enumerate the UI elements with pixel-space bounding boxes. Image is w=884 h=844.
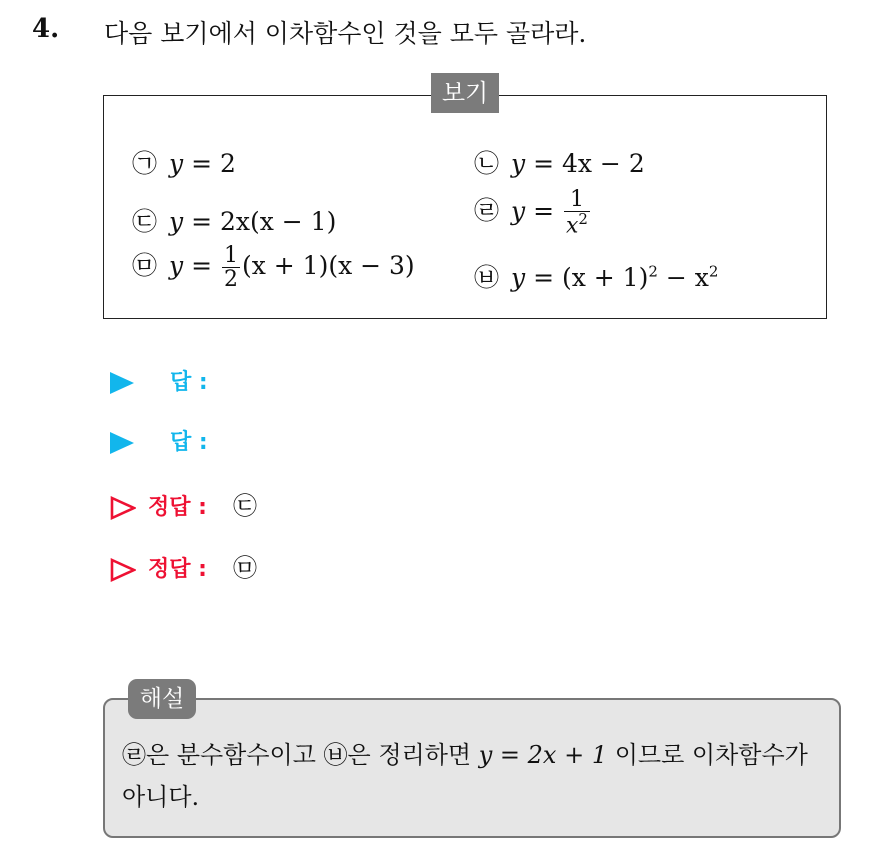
bogi-label: 보기 <box>431 73 499 113</box>
fraction-numerator: 1 <box>223 243 238 268</box>
bogi-item-3: ㉢ y = 2x(x − 1) <box>132 207 337 236</box>
exponent: 2 <box>708 262 719 281</box>
item-lhs: y <box>169 207 184 236</box>
fraction-denominator: 2 <box>223 267 238 293</box>
play-arrow-icon <box>110 372 134 394</box>
item-marker: ㉠ <box>132 149 158 178</box>
item-marker: ㉤ <box>132 251 158 281</box>
answer-blank-label: 답 : <box>170 370 208 395</box>
item-rest: (x + 1)(x − 3) <box>241 251 415 281</box>
item-lhs: y <box>511 263 526 292</box>
solution-line1-post: 이므로 이차함수가 <box>614 741 808 769</box>
answer-blank-row-1 <box>110 366 208 400</box>
outline-arrow-icon <box>110 496 136 520</box>
correct-answer-label: 정답 : <box>148 495 207 520</box>
play-arrow-icon <box>110 432 134 454</box>
correct-answer-value: ㉢ <box>232 492 257 520</box>
solution-equation: y = 2x + 1 <box>478 741 608 769</box>
question-number: 4. <box>32 14 60 44</box>
bogi-item-1: ㉠ y = 2 <box>132 149 236 178</box>
fraction <box>564 188 590 238</box>
item-rhs: 4x − 2 <box>561 149 645 178</box>
item-marker: ㉡ <box>474 149 500 178</box>
correct-answer-row-2 <box>110 551 257 585</box>
item-rhs: 2x(x − 1) <box>219 207 337 236</box>
item-term-a: (x + 1) <box>561 263 649 292</box>
exponent: 2 <box>578 210 588 229</box>
answer-blank-label: 답 : <box>170 430 208 455</box>
item-rhs: 2 <box>219 149 236 178</box>
exponent: 2 <box>648 262 658 281</box>
fraction-numerator: 1 <box>569 187 584 212</box>
item-lhs: y <box>169 251 184 281</box>
fraction-denominator: $x^2$ <box>565 210 588 239</box>
solution-line2: 아니다. <box>122 783 200 811</box>
solution-line1-pre: ㉣은 분수함수이고 ㉥은 정리하면 <box>122 741 472 769</box>
bogi-item-5: ㉤ y = $\frac{1}{2}$ (x + 1)(x − 3) <box>132 243 415 293</box>
outline-arrow-icon <box>110 558 136 582</box>
item-marker: ㉣ <box>474 196 500 226</box>
bogi-item-4: ㉣ y = $\frac{1}{x^2}$ <box>474 187 588 239</box>
item-lhs: y <box>511 196 526 226</box>
item-lhs: y <box>511 149 526 178</box>
bogi-item-2: ㉡ y = 4x − 2 <box>474 149 645 178</box>
item-lhs: y <box>169 149 184 178</box>
solution-label: 해설 <box>128 679 196 719</box>
correct-answer-value: ㉤ <box>232 554 257 582</box>
item-marker: ㉢ <box>132 207 158 236</box>
item-marker: ㉥ <box>474 263 500 292</box>
question-text: 다음 보기에서 이차함수인 것을 모두 골라라. <box>104 19 587 48</box>
solution-text <box>122 734 832 818</box>
answer-blank-row-2 <box>110 426 208 460</box>
correct-answer-row-1 <box>110 489 257 523</box>
bogi-item-6: ㉥ $y = (x + 1)^2 - x^2$ <box>474 262 719 292</box>
correct-answer-label: 정답 : <box>148 557 207 582</box>
fraction <box>222 244 240 291</box>
item-term-b: − x <box>665 263 709 292</box>
